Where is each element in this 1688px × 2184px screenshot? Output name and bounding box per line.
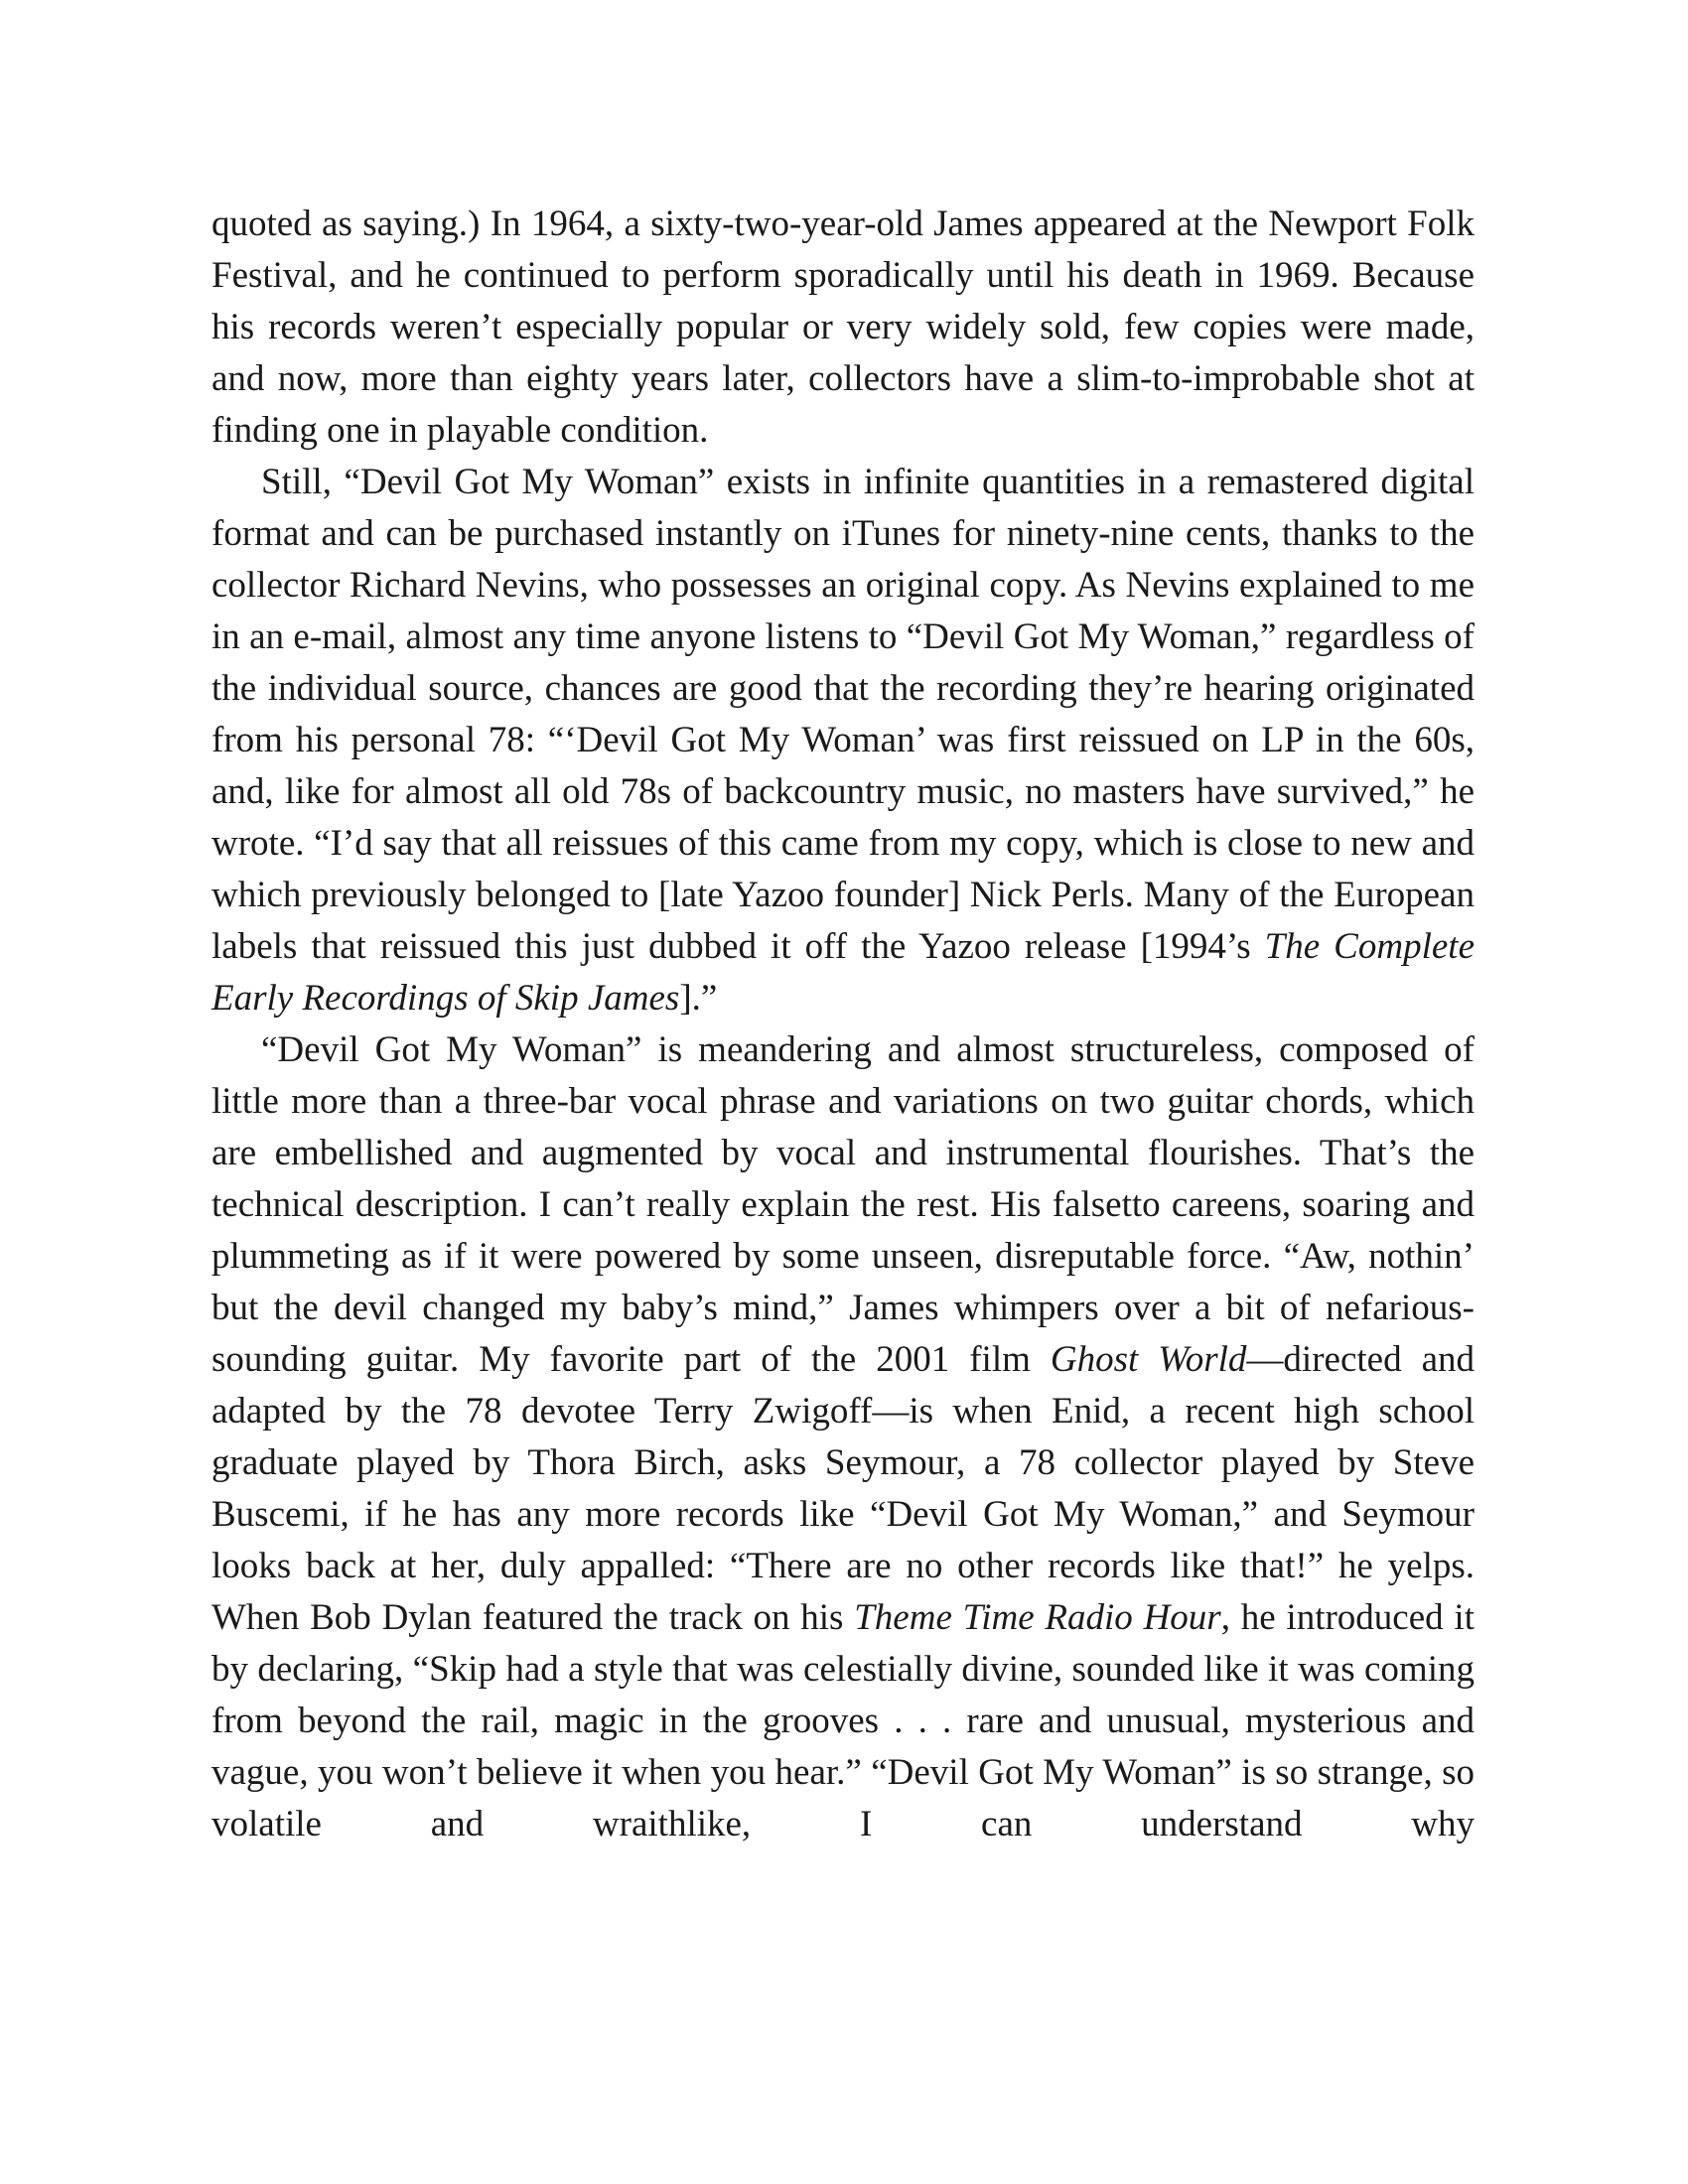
paragraph-text: “Devil Got My Woman” is meandering and almost structureless, composed of little more than a three-bar vocal phrase and variations on two guitar chords, which are embellished and augmented by vocal and instrumental flourishes. That’s the technical description. I can’t really explain the rest. His falsetto careens, soaring and plummeting as if it were powered by some unseen, disreputable force. “Aw, nothin’ but the devil changed my baby’s mind,” James whimpers over a bit of nefarious-sounding guitar. My favorite part of the 2001 film <box>211 1029 1475 1380</box>
paragraph-text: Still, “Devil Got My Woman” exists in infinite quantities in a remastered digital format and can be purchased instantly on iTunes for ninety-nine cents, thanks to the collector Richard Nevins, who possesses an original copy. As Nevins explained to me in an e-mail, almost any time anyone listens to “Devil Got My Woman,” regardless of the individual source, chances are good that the recording they’re hearing originated from his personal 78: “‘Devil Got My Woman’ was first reissued on LP in the 60s, and, like for almost all old 78s of backcountry music, no masters have survived,” he wrote. “I’d say that all reissues of this came from my copy, which is close to new and which previously belonged to [late Yazoo founder] Nick Perls. Many of the European labels that reissued this just dubbed it off the Yazoo release [1994’s <box>211 462 1475 967</box>
paragraph-3 <box>211 1024 1475 1850</box>
paragraph-text: quoted as saying.) In 1964, a sixty-two-year-old James appeared at the Newport Folk Festival, and he continued to perform sporadically until his death in 1969. Because his records weren’t especially popular or very widely sold, few copies were made, and now, more than eighty years later, collectors have a slim-to-improbable shot at finding one in playable condition. <box>211 204 1475 451</box>
paragraph-1 <box>211 199 1475 457</box>
paragraph-text: —directed and adapted by the 78 devotee Terry Zwigoff—is when Enid, a recent high school graduate played by Thora Birch, asks Seymour, a 78 collector played by Steve Buscemi, if he has any more records like “Devil Got My Woman,” and Seymour looks back at her, duly appalled: “There are no other records like that!” he yelps. When Bob Dylan featured the track on his <box>211 1339 1475 1638</box>
paragraph-text: , he introduced it by declaring, “Skip had a style that was celestially divine, sounded like it was coming from beyond the rail, magic in the grooves . . . rare and unusual, mysterious and vague, you won’t believe it when you hear.” “Devil Got My Woman” is so strange, so volatile and wraithlike, I can understand why <box>211 1597 1475 1844</box>
radio-show-title: Theme Time Radio Hour <box>854 1597 1221 1638</box>
paragraph-text: ].” <box>679 978 718 1019</box>
paragraph-2 <box>211 457 1475 1024</box>
book-page <box>211 199 1475 1850</box>
album-title: The Complete Early Recordings of Skip James <box>211 926 1475 1019</box>
film-title: Ghost World <box>1050 1339 1247 1380</box>
